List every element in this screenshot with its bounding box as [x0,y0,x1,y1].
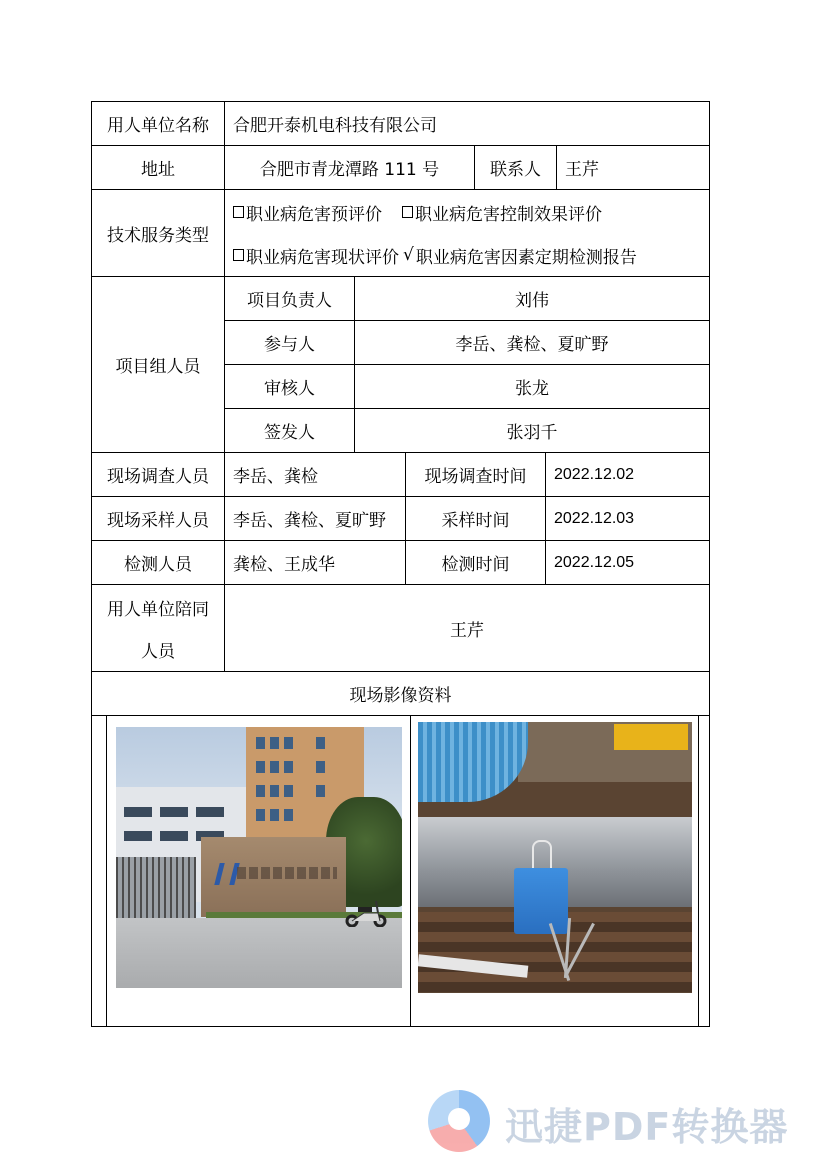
survey-time-value: 2022.12.02 [554,465,635,483]
checkmark-icon[interactable]: √ [403,245,414,265]
service-option-label: 职业病危害因素定期检测报告 [415,247,637,268]
team-name: 张羽千 [506,423,558,443]
service-option[interactable] [233,243,399,268]
testing-staff-label: 检测人员 [124,555,192,575]
service-option[interactable] [233,200,382,225]
team-role: 审核人 [264,379,315,399]
image-frame-line [410,715,411,1026]
site-photo-equipment [418,722,692,993]
survey-staff-value: 李岳、龚检 [233,467,318,487]
checkbox-icon[interactable] [402,206,413,218]
team-role: 参与人 [264,335,315,355]
testing-staff-value: 龚检、王成华 [233,555,335,575]
scooter-icon [344,899,388,927]
escort-label-line1: 用人单位陪同 [107,599,209,620]
team-role: 项目负责人 [247,291,332,311]
watermark-text: 迅捷PDF转换器 [505,1105,789,1149]
service-option[interactable] [403,243,637,268]
contact-label: 联系人 [490,160,541,180]
sampling-time-label: 采样时间 [441,511,510,531]
testing-time-label: 检测时间 [441,555,510,575]
service-option-label: 职业病危害现状评价 [246,247,399,268]
team-name: 刘伟 [515,291,549,311]
team-name: 李岳、龚检、夏旷野 [455,335,609,355]
employer-value: 合肥开泰机电科技有限公司 [233,116,437,136]
service-option-label: 职业病危害预评价 [246,204,382,225]
team-role: 签发人 [264,423,315,443]
service-type-label: 技术服务类型 [107,225,209,246]
image-frame-line [698,715,699,1026]
team-name: 张龙 [515,379,549,399]
survey-staff-label: 现场调查人员 [107,467,209,487]
row-divider [91,715,710,716]
service-option[interactable] [402,200,602,225]
service-option-label: 职业病危害控制效果评价 [415,204,602,225]
address-label: 地址 [141,160,175,180]
site-photo-building [116,727,402,988]
sampling-staff-label: 现场采样人员 [107,511,209,531]
testing-time-value: 2022.12.05 [554,553,635,571]
team-label: 项目组人员 [115,357,201,377]
table-border-right [709,101,710,1027]
contact-value: 王芹 [565,160,599,180]
watermark-logo-icon [428,1090,490,1152]
sampling-staff-value: 李岳、龚检、夏旷野 [233,511,386,531]
checkbox-icon[interactable] [233,249,244,261]
service-options-row-1 [225,192,709,232]
employer-label: 用人单位名称 [107,116,209,136]
escort-value: 王芹 [450,620,484,641]
images-heading: 现场影像资料 [349,686,452,706]
table-border-bottom [91,1026,710,1027]
escort-label-line2: 人员 [141,641,175,662]
survey-time-label: 现场调查时间 [424,467,527,487]
checkbox-icon[interactable] [233,206,244,218]
address-value: 合肥市青龙潭路 111 号 [259,160,440,180]
image-frame-line [106,715,107,1026]
service-options-row-2 [225,235,709,275]
sampling-time-value: 2022.12.03 [554,509,635,527]
